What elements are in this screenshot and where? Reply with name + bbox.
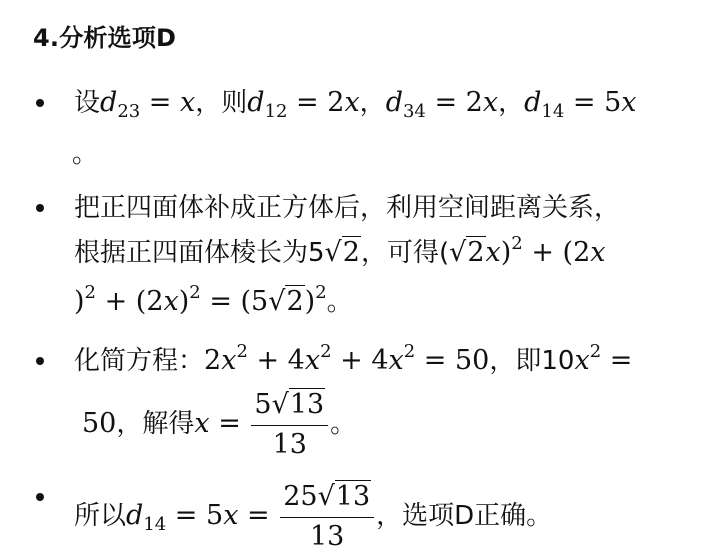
exponent: 2 [403,341,416,362]
math: = 50 [415,345,490,376]
text: ， [498,88,525,118]
math: = [238,500,279,531]
var-x: x [621,87,637,118]
var-x: x [388,345,404,376]
var-x: x [304,345,321,376]
text: ， [359,88,386,118]
math: = (5 [200,286,269,317]
math: ) [74,286,85,317]
math: ) [304,286,316,317]
bullet-2-line-3 [74,282,353,322]
text: 根据正四面体棱长为5 [74,238,325,268]
text: ，可得( [360,238,450,268]
text: 设 [74,88,101,118]
math: + (2 [522,237,591,268]
var-d: d [126,500,144,531]
bullet-2 [36,204,44,212]
var-x: x [344,87,360,118]
var-x: x [574,345,590,376]
subscript: 34 [402,101,426,122]
text: 化简方程： [74,346,205,376]
var-x: x [163,286,179,317]
var-x: x [590,237,606,268]
exponent: 2 [189,282,201,303]
text: 。 [72,139,99,169]
sqrt: √2 [268,286,304,317]
bullet-3-line-1 [74,341,632,381]
denominator: 13 [310,521,345,552]
bullet-2-line-2 [74,233,605,273]
bullet-3-line-2 [82,386,356,462]
bullet-4 [36,493,44,501]
radicand: 2 [467,237,485,268]
text: ，解得 [116,409,195,439]
var-x: x [223,500,239,531]
var-x: x [194,408,210,439]
math: = 2 [425,87,483,118]
math: = [140,87,181,118]
var-x: x [221,345,237,376]
sqrt: √2 [449,237,485,268]
exponent: 2 [511,233,523,254]
math: = 5 [564,87,622,118]
radicand: 13 [289,389,325,420]
var-x: x [180,87,196,118]
denominator: 13 [272,429,307,460]
math: + (2 [96,286,164,317]
subscript: 14 [541,101,565,122]
bullet-3 [36,357,44,365]
math: = 2 [287,87,345,118]
exponent: 2 [84,282,96,303]
exponent: 2 [315,282,327,303]
radicand: 13 [335,481,371,512]
math: + 4 [247,345,305,376]
math: 2 [204,345,222,376]
bullet-1 [36,99,44,107]
exponent: 2 [320,341,332,362]
bullet-4-line-1 [74,478,552,554]
text: ，则 [195,88,248,118]
math: = [601,345,633,376]
exponent: 2 [589,341,602,362]
var-d: d [247,87,265,118]
text: 所以 [74,501,127,531]
fraction [280,479,374,554]
var-x: x [485,237,501,268]
text: 。 [330,409,357,439]
var-x: x [482,87,499,118]
bullet-1-line-2 [72,134,98,174]
subscript: 12 [264,101,288,122]
fraction [251,387,328,462]
section-heading: 4.分析选项D [33,24,177,52]
text: ，即10 [489,346,575,376]
text: 。 [326,287,353,317]
numerator: 25√13 [280,479,374,518]
numerator: 5√13 [251,387,328,426]
math: = 5 [166,500,224,531]
text: 把正四面体补成正方体后，利用空间距离关系， [74,193,621,223]
exponent: 2 [236,341,248,362]
math: 50 [82,408,117,439]
var-d: d [385,87,403,118]
math: = [209,408,250,439]
radicand: 2 [286,286,304,317]
var-d: d [100,87,118,118]
math: ) [178,286,190,317]
math: ) [500,237,512,268]
bullet-2-line-1 [74,188,620,228]
subscript: 14 [143,514,167,535]
radicand: 2 [342,237,360,268]
var-d: d [524,87,542,118]
math: + 4 [331,345,389,376]
bullet-1-line-1 [74,83,637,123]
sqrt: √2 [324,237,360,268]
text: ，选项D正确。 [376,501,553,531]
subscript: 23 [117,101,141,122]
